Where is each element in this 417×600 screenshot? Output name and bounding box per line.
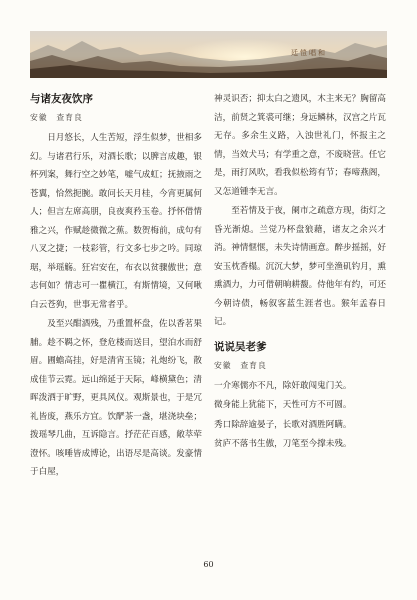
article-author: 安徽 查育良: [214, 360, 267, 370]
article-author: 安徽 查育良: [30, 113, 83, 122]
article-title: 与诸友夜饮序: [30, 93, 93, 105]
poem-line: 贫庐不落书生傲，刀笔至今撑未残。: [214, 439, 352, 449]
paragraph: 及至兴酣酒残，乃重置杯盘，佐以香茗果脯。趁不羁之怀，登危楼而送目，望泊水而舒眉。圃蟾高挂，好是清宵玉镜；礼炮纷飞，散成佳节云霓。远山绵延于天际，峰横黛色；清晖泼洒于旷野，更具风仪。观斯景也，于是冗礼皆废，燕乐方宜。饮酽茶一盏，堪浇块垒；拨瑶琴几曲，互诉隐言。抒茫茫百感，敞萃荦澄怀。咳唾皆成博论，出语尽是高谈。发豪情于白屋，: [30, 319, 202, 477]
banner-title: 廷愷唱和: [291, 49, 327, 57]
landscape-banner-image: [30, 31, 387, 78]
page-number: 60: [203, 560, 214, 569]
poem-line: 秀口除辞逾晏子，长歌对酒胜阿瞒。: [214, 419, 352, 430]
poem-line: 微身能上犹能下，天性可方不可圆。: [214, 400, 352, 410]
left-column: [30, 90, 202, 482]
poem-line: 一介寒儒亦不凡，除奸敢闯鬼门关。: [214, 380, 352, 391]
paragraph-continued: 神灵识否；抑太白之遗风，木主来无？胸留高洁，前贤之箕裘可继；身远鳞林，汉宫之片瓦无存。多余生义路，入浊世礼门，怀报主之情，当效犬马；有学重之意，不废晓营。任它是，雨打风吹，看我似松筠有节；春啼燕阁，又怎道锺李无言。: [214, 94, 386, 197]
header-banner: [30, 31, 387, 78]
right-column: [214, 90, 386, 454]
paragraph: 日月悠长，人生苦短，浮生似梦，世相多幻。与诸君行乐，对酒长歌；以脾言成趣，银杯列案，舞行空之妙笔，嘘气成虹；抚掖雨之苍翼，恰然扼腕。敢问长天月桂，今宵更属何人；但言左席高朋，良夜爽矜玉卷。抒怀借情雅之兴，作赋趁微微之蕉。数贺梅前，成句有八叉之捷；一枝彩管，行文多七步之吟。同琼琚，举瑶觞。狂宕安在，布衣以贫骤傲世；意志何如？情志可一瞿横江，有斯情境，又何啾白云苍狗，世事无常者乎。: [30, 133, 202, 310]
paragraph: 至若情及于夜，阑市之疏意方现，街灯之昏光渐熄。兰觉乃杯盘狼藉，诸友之余兴才消。神情惬惬，未失诗情画意。醉步摇摇，好安玉枕香榻。沉沉大梦，梦可坐渔矶钓月，熏熏酒力，力可借朝晌耕馥。侍他年有约，可还今朝诗债，畅叙客蓝生涯者也。猴年孟春日记。: [214, 206, 386, 327]
article-title: 说说吴老爹: [214, 340, 267, 353]
